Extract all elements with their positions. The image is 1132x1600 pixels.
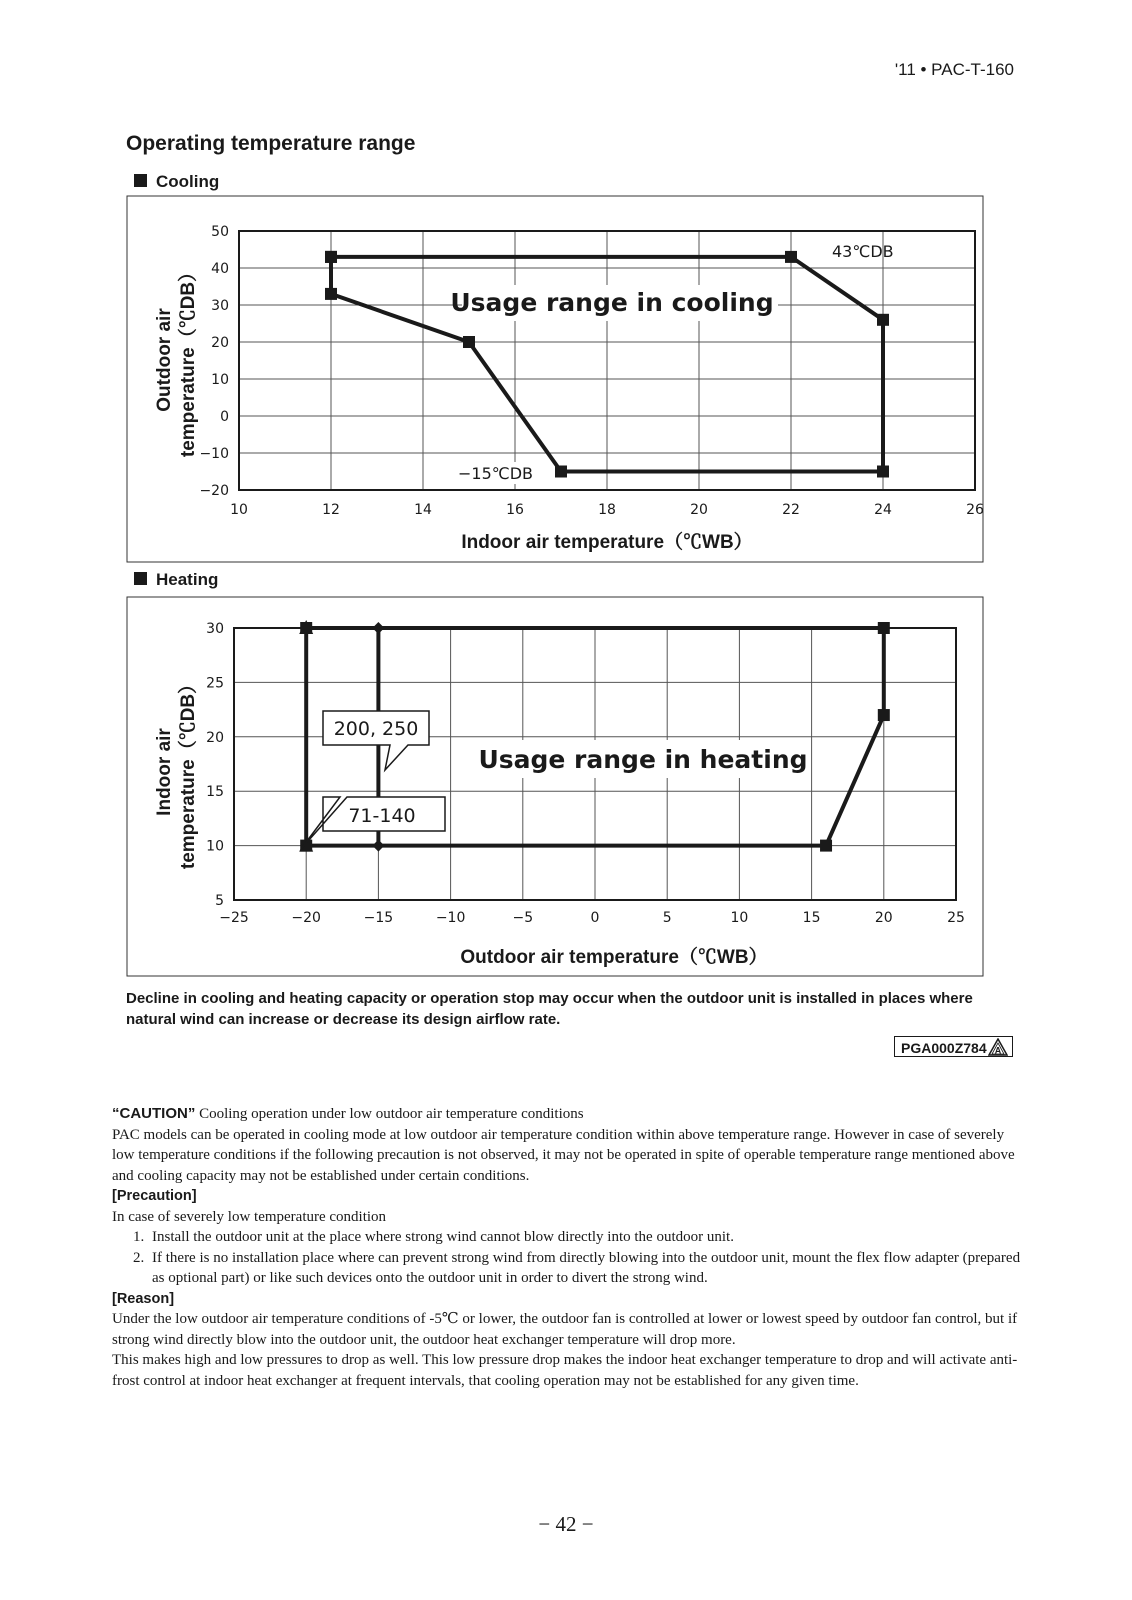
cooling-y-axis-label-line1: Outdoor air	[154, 308, 175, 412]
x-tick-label: 12	[322, 502, 340, 518]
y-tick-label: 10	[211, 372, 229, 388]
y-tick-label: −20	[199, 483, 229, 499]
y-tick-label: 40	[211, 261, 229, 277]
heating-chart-frame	[127, 597, 983, 976]
x-tick-label: 14	[414, 502, 432, 518]
data-point-square	[555, 466, 567, 478]
page-number: − 42 −	[538, 1512, 594, 1536]
heating-y-axis-label-line1: Indoor air	[154, 728, 175, 816]
x-tick-label: 26	[966, 502, 984, 518]
x-tick-label: 20	[690, 502, 708, 518]
reason-label: [Reason]	[112, 1290, 175, 1307]
y-tick-label: 20	[206, 729, 224, 746]
cooling-x-axis-label: Indoor air temperature（℃WB）	[461, 532, 753, 553]
drawing-code-box	[894, 1036, 1013, 1057]
callout-71-140-label: 71-140	[348, 805, 416, 827]
precaution-item: 2. If there is no installation place where can prevent strong wind from directly blowing into the outdoor unit, mount the flex flow adapter (prepared as optional part) or like such devices onto the outdoor unit in order to divert the strong wind.	[148, 1248, 1028, 1289]
cooling-y-axis-label-line2: temperature（℃DB）	[178, 262, 199, 458]
data-point-square	[877, 314, 889, 326]
y-tick-label: 30	[211, 298, 229, 314]
cooling-upper-limit-label: 43℃DB	[832, 242, 894, 261]
x-tick-label: 25	[947, 910, 965, 926]
cooling-x-ticks	[230, 502, 984, 518]
y-tick-label: 15	[206, 784, 224, 801]
x-tick-label: 10	[730, 910, 749, 926]
data-point-square	[463, 336, 475, 348]
x-tick-label: 18	[598, 502, 616, 518]
caution-heading	[112, 1104, 1028, 1125]
x-tick-label: 10	[230, 502, 248, 518]
heating-subhead-label: Heating	[156, 570, 219, 589]
data-point-diamond	[372, 840, 384, 852]
heating-subhead	[134, 570, 218, 590]
caution-section	[112, 1104, 1028, 1391]
data-point-square	[300, 622, 312, 634]
precaution-label: [Precaution]	[112, 1188, 197, 1204]
reason-text-1: Under the low outdoor air temperature conditions of -5℃ or lower, the outdoor fan is controlled at lower or lowest speed by outdoor fan control, but if strong wind directly blow into the outdoor unit, the outdoor heat exchanger temperature will drop more.	[112, 1311, 1018, 1348]
x-tick-label: −5	[512, 910, 534, 926]
heating-x-axis-label: Outdoor air temperature（℃WB）	[460, 947, 768, 968]
x-tick-label: 22	[782, 502, 800, 518]
installation-note: Decline in cooling and heating capacity or operation stop may occur when the outdoor unit is installed in places where natural wind can increase or decrease its design airflow rate.	[126, 990, 973, 1028]
x-tick-label: 20	[874, 910, 893, 926]
revision-mark: A	[994, 1045, 1001, 1056]
cooling-lower-limit-label: −15℃DB	[458, 464, 534, 483]
x-tick-label: 5	[662, 910, 672, 926]
caution-title: Cooling operation under low outdoor air temperature conditions	[199, 1106, 584, 1122]
precaution-item: 1. Install the outdoor unit at the place where strong wind cannot blow directly into the outdoor unit.	[148, 1227, 1028, 1248]
x-tick-label: 0	[590, 910, 600, 926]
y-tick-label: 10	[206, 838, 224, 855]
y-tick-label: 0	[220, 409, 229, 425]
heating-y-axis-label	[154, 675, 199, 869]
y-tick-label: 20	[211, 335, 229, 351]
document-code: '11 • PAC-T-160	[894, 60, 1014, 79]
y-tick-label: 30	[206, 621, 224, 637]
revision-triangle-icon	[988, 1038, 1008, 1060]
reason-text-2: This makes high and low pressures to drop as well. This low pressure drop makes the indoor heat exchanger temperature to drop and will activate anti-frost control at indoor heat exchanger at frequent intervals, that cooling operation may not be established for any given time.	[112, 1352, 1018, 1389]
x-tick-label: −15	[363, 910, 394, 926]
heating-y-axis-label-line2: temperature（℃DB）	[178, 674, 199, 870]
data-point-square	[878, 709, 890, 721]
data-point-square	[878, 622, 890, 634]
y-tick-label: −10	[199, 446, 229, 462]
x-tick-label: −10	[435, 910, 466, 926]
x-tick-label: 15	[802, 910, 821, 926]
x-tick-label: −25	[219, 910, 249, 926]
x-tick-label: 16	[506, 502, 524, 518]
cooling-y-ticks	[199, 224, 229, 499]
data-point-square	[877, 466, 889, 478]
heating-region-label: Usage range in heating	[478, 745, 808, 774]
square-bullet-icon	[134, 572, 147, 585]
data-point-square	[325, 251, 337, 263]
caution-text: PAC models can be operated in cooling mode at low outdoor air temperature condition within above temperature range. However in case of severely low temperature conditions if the following precaution is not observed, it may not be operated in spite of operable temperature range mentioned above and cooling capacity may not be established under certain conditions.	[112, 1126, 1015, 1184]
cooling-subhead-label: Cooling	[156, 172, 220, 191]
x-tick-label: 24	[874, 502, 892, 518]
y-tick-label: 25	[206, 675, 224, 692]
heating-x-ticks	[219, 910, 965, 926]
heating-y-ticks	[206, 621, 224, 909]
caution-label: “CAUTION”	[112, 1105, 196, 1122]
y-tick-label: 5	[215, 893, 224, 909]
data-point-diamond	[372, 622, 384, 634]
data-point-square	[785, 251, 797, 263]
cooling-region-label: Usage range in cooling	[450, 288, 774, 317]
section-title: Operating temperature range	[126, 132, 416, 155]
data-point-square	[325, 288, 337, 300]
drawing-code: PGA000Z784	[901, 1040, 987, 1056]
cooling-y-axis-label	[154, 263, 199, 457]
data-point-square	[820, 840, 832, 852]
callout-200-250-label: 200, 250	[333, 718, 419, 740]
precaution-intro: In case of severely low temperature condition	[112, 1208, 387, 1225]
y-tick-label: 50	[211, 224, 229, 240]
x-tick-label: −20	[291, 910, 321, 926]
cooling-grid	[239, 231, 975, 490]
precaution-list	[112, 1227, 1028, 1289]
